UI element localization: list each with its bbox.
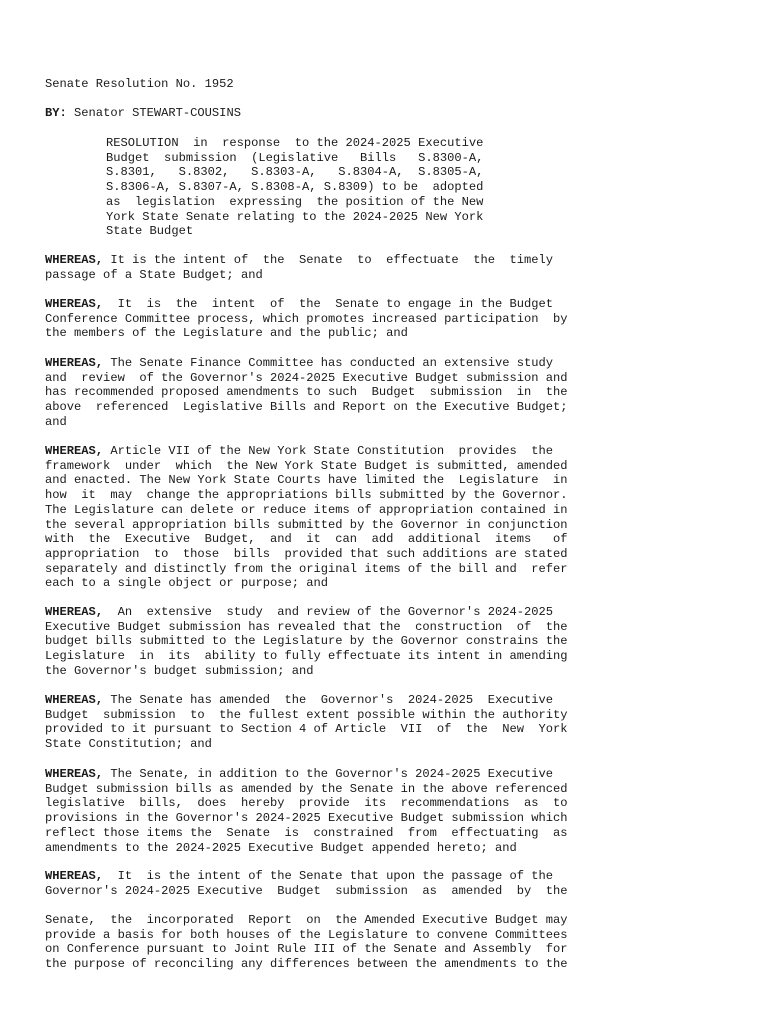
paragraph-line: the Governor's budget submission; and — [45, 663, 314, 678]
caption-line: RESOLUTION in response to the 2024-2025 Executive — [106, 136, 484, 150]
whereas-label: WHEREAS, — [45, 693, 104, 707]
paragraph-line: provided to it pursuant to Section 4 of Article VII of the New York — [45, 722, 568, 737]
paragraph-line: State Constitution; and — [45, 737, 212, 752]
paragraph-line: Conference Committee process, which promotes increased participation by — [45, 311, 568, 326]
paragraph-line: amendments to the 2024-2025 Executive Budget appended hereto; and — [45, 840, 517, 855]
whereas-paragraph-first-line: WHEREAS, It is the intent of the Senate that upon the passage of the — [45, 869, 554, 883]
paragraph-line: on Conference pursuant to Joint Rule III of the Senate and Assembly for — [45, 942, 568, 957]
caption-line: S.8301, S.8302, S.8303-A, S.8304-A, S.8305-A, — [106, 165, 484, 180]
paragraph-line: above referenced Legislative Bills and Report on the Executive Budget; — [45, 400, 568, 415]
whereas-label: WHEREAS, — [45, 253, 104, 267]
paragraph-line: passage of a State Budget; and — [45, 267, 263, 282]
caption-line: State Budget — [106, 224, 194, 239]
paragraph-line: Executive Budget submission has revealed that the construction of the — [45, 619, 568, 634]
whereas-paragraph-first-line: WHEREAS, The Senate, in addition to the Governor's 2024-2025 Executive — [45, 767, 554, 781]
whereas-label: WHEREAS, — [45, 444, 104, 458]
paragraph-line: Budget submission to the fullest extent possible within the authority — [45, 707, 568, 722]
whereas-paragraph-first-line: WHEREAS, The Senate has amended the Governor's 2024-2025 Executive — [45, 693, 554, 707]
paragraph-line: with the Executive Budget, and it can add additional items of — [45, 532, 568, 547]
paragraph-line: the members of the Legislature and the public; and — [45, 326, 408, 341]
whereas-paragraph-first-line: WHEREAS, It is the intent of the Senate to effectuate the timely — [45, 253, 554, 267]
paragraph-line: and review of the Governor's 2024-2025 Executive Budget submission and — [45, 370, 568, 385]
sponsor-line — [45, 106, 241, 121]
paragraph-line: Legislature in its ability to fully effectuate its intent in amending — [45, 649, 568, 664]
paragraph-line: The Legislature can delete or reduce items of appropriation contained in — [45, 502, 568, 517]
paragraph-line: Senate, the incorporated Report on the Amended Executive Budget may — [45, 913, 568, 927]
caption-line: as legislation expressing the position of the New — [106, 194, 484, 209]
paragraph-line: Governor's 2024-2025 Executive Budget submission as amended by the — [45, 883, 568, 898]
paragraph-line: each to a single object or purpose; and — [45, 576, 329, 591]
by-label: BY: — [45, 106, 67, 120]
whereas-label: WHEREAS, — [45, 356, 104, 370]
sponsor-name: Senator STEWART-COUSINS — [66, 106, 241, 120]
whereas-paragraph-first-line: WHEREAS, An extensive study and review of the Governor's 2024-2025 — [45, 605, 554, 619]
paragraph-line: provisions in the Governor's 2024-2025 Executive Budget submission which — [45, 811, 568, 826]
paragraph-line: the purpose of reconciling any differences between the amendments to the — [45, 957, 568, 972]
whereas-paragraph-first-line: WHEREAS, Article VII of the New York State Constitution provides the — [45, 444, 554, 458]
paragraph-line: framework under which the New York State Budget is submitted, amended — [45, 458, 568, 473]
paragraph-line: Budget submission bills as amended by the Senate in the above referenced — [45, 781, 568, 796]
whereas-label: WHEREAS, — [45, 605, 104, 619]
caption-line: S.8306-A, S.8307-A, S.8308-A, S.8309) to be adopted — [106, 180, 484, 195]
whereas-label: WHEREAS, — [45, 767, 104, 781]
paragraph-line: provide a basis for both houses of the Legislature to convene Committees — [45, 927, 568, 942]
paragraph-line: has recommended proposed amendments to such Budget submission in the — [45, 385, 568, 400]
whereas-label: WHEREAS, — [45, 869, 104, 883]
resolution-number: Senate Resolution No. 1952 — [45, 77, 234, 91]
caption-line: Budget submission (Legislative Bills S.8300-A, — [106, 150, 484, 165]
paragraph-line: reflect those items the Senate is constrained from effectuating as — [45, 825, 568, 840]
whereas-paragraph-first-line: WHEREAS, It is the intent of the Senate to engage in the Budget — [45, 297, 554, 311]
paragraph-line: separately and distinctly from the original items of the bill and refer — [45, 561, 568, 576]
paragraph-line: and enacted. The New York State Courts have limited the Legislature in — [45, 473, 568, 488]
paragraph-line: appropriation to those bills provided that such additions are stated — [45, 546, 568, 561]
whereas-paragraph-first-line: WHEREAS, The Senate Finance Committee has conducted an extensive study — [45, 356, 554, 370]
paragraph-line: how it may change the appropriations bills submitted by the Governor. — [45, 488, 568, 503]
caption-line: York State Senate relating to the 2024-2025 New York — [106, 209, 484, 224]
paragraph-line: the several appropriation bills submitted by the Governor in conjunction — [45, 517, 568, 532]
paragraph-line: legislative bills, does hereby provide its recommendations as to — [45, 796, 568, 811]
paragraph-line: and — [45, 414, 67, 429]
whereas-label: WHEREAS, — [45, 297, 104, 311]
paragraph-line: budget bills submitted to the Legislature by the Governor constrains the — [45, 634, 568, 649]
